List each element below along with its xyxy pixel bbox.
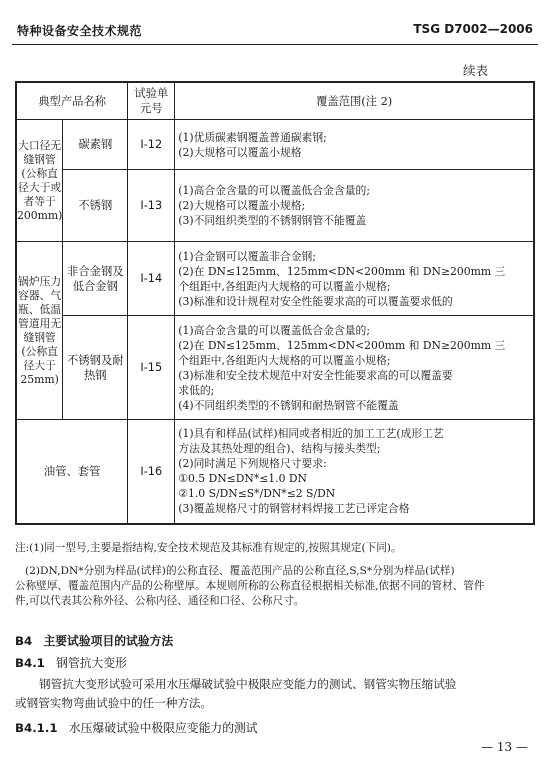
section-title: 主要试验项目的试验方法 xyxy=(43,634,174,648)
section-b41-body xyxy=(15,675,537,713)
coverage-line: (2)在 DN≤125mm、125mm<DN<200mm 和 DN≥200mm 三 xyxy=(178,338,506,352)
unit-cell: Ⅰ-13 xyxy=(128,170,175,242)
coverage-line: (3)标准和安全技术规范中对安全性能要求高的可以覆盖要 xyxy=(178,368,453,382)
coverage-cell xyxy=(175,242,534,316)
coverage-line: (1)高合金含量的可以覆盖低合金含量的; xyxy=(178,323,370,337)
header-product: 典型产品名称 xyxy=(16,82,128,120)
section-number: B4.1.1 xyxy=(15,721,58,735)
coverage-line: 个组距中,各组距内大规格的可以覆盖小规格; xyxy=(178,279,391,293)
coverage-line: (1)优质碳素钢覆盖普通碳素钢; xyxy=(178,130,327,144)
group-label-boiler-pipe: 锅炉压力容器、气瓶、低温管道用无缝钢管(公称直径大于25mm) xyxy=(16,242,63,420)
coverage-cell xyxy=(175,170,534,242)
coverage-line: (1)高合金含量的可以覆盖低合金含量的; xyxy=(178,184,370,197)
table-row xyxy=(16,120,534,170)
section-b411-heading xyxy=(15,719,258,736)
coverage-cell xyxy=(175,420,534,524)
note-2-line: 公称壁厚、覆盖范围内产品的公称壁厚。本规则所称的公称直径根据相关标准,依据不同的管材、管件 xyxy=(15,580,485,592)
note-2-line: 件,可以代表其公称外径、公称内径、通径和口径、公称尺寸。 xyxy=(15,595,305,607)
coverage-line: (2)大规格可以覆盖小规格 xyxy=(178,145,302,159)
continued-label: 续表 xyxy=(463,63,489,78)
table-row xyxy=(16,420,534,524)
coverage-cell xyxy=(175,316,534,420)
product-cell: 非合金钢及低合金钢 xyxy=(63,242,128,316)
coverage-line: (1)具有和样品(试样)相同或者相近的加工工艺(成形工艺 xyxy=(178,427,444,441)
coverage-line: (3)覆盖规格尺寸的钢管材料焊接工艺已评定合格 xyxy=(178,502,410,516)
coverage-line: ②1.0 S/DN≤S*/DN*≤2 S/DN xyxy=(178,487,336,501)
body-line: 钢管抗大变形试验可采用水压爆破试验中极限应变能力的测试、钢管实物压缩试验 xyxy=(39,677,457,691)
group-label-large-pipe: 大口径无缝钢管(公称直径大于或者等于200mm) xyxy=(16,120,63,242)
header-rule xyxy=(12,44,538,45)
table-row xyxy=(16,242,534,316)
header-unit: 试验单元号 xyxy=(128,82,175,120)
coverage-table xyxy=(15,81,535,525)
table-header-row xyxy=(16,82,534,120)
section-title: 水压爆破试验中极限应变能力的测试 xyxy=(68,721,258,735)
header-coverage: 覆盖范围(注 2) xyxy=(175,82,534,120)
coverage-line: (3)不同组织类型的不锈钢钢管不能覆盖 xyxy=(178,214,367,227)
product-cell: 碳素钢 xyxy=(63,120,128,170)
coverage-cell xyxy=(175,120,534,170)
unit-cell: Ⅰ-14 xyxy=(128,242,175,316)
unit-cell: Ⅰ-16 xyxy=(128,420,175,524)
coverage-line: (2)同时满足下列规格尺寸要求: xyxy=(178,457,327,471)
note-2-line: (2)DN,DN*分别为样品(试样)的公称直径、覆盖范围产品的公称直径,S,S*分别为样品(试样) xyxy=(25,565,455,577)
section-title: 钢管抗大变形 xyxy=(56,656,127,670)
section-b4-heading xyxy=(15,632,173,649)
coverage-line: (2)在 DN≤125mm、125mm<DN<200mm 和 DN≥200mm 三 xyxy=(178,264,506,278)
body-line: 或钢管实物弯曲试验中的任一种方法。 xyxy=(15,696,213,710)
product-cell: 不锈钢及耐热钢 xyxy=(63,316,128,420)
coverage-line: (2)大规格可以覆盖小规格; xyxy=(178,199,306,212)
coverage-line: (4)不同组织类型的不锈钢和耐热钢管不能覆盖 xyxy=(178,398,399,412)
section-number: B4 xyxy=(15,634,33,648)
coverage-line: (3)标准和设计规程对安全性能要求高的可以覆盖要求低的 xyxy=(178,294,453,308)
table-row xyxy=(16,170,534,242)
running-header-title: 特种设备安全技术规范 xyxy=(17,24,143,38)
unit-cell: Ⅰ-12 xyxy=(128,120,175,170)
table-row xyxy=(16,316,534,420)
note-1: 注:(1)同一型号,主要是指结构,安全技术规范及其标准有规定的,按照其规定(下同)。 xyxy=(15,542,402,554)
note-2 xyxy=(15,564,535,609)
section-number: B4.1 xyxy=(15,656,45,670)
coverage-line: (1)合金钢可以覆盖非合金钢; xyxy=(178,249,316,263)
coverage-line: 方法及其热处理的组合)、结构与接头类型; xyxy=(178,442,381,456)
coverage-line: ①0.5 DN≤DN*≤1.0 DN xyxy=(178,472,307,486)
product-cell: 不锈钢 xyxy=(63,170,128,242)
product-cell: 油管、套管 xyxy=(16,420,128,524)
unit-cell: Ⅰ-15 xyxy=(128,316,175,420)
page-number: — 13 — xyxy=(481,740,528,754)
coverage-line: 个组距中,各组距内大规格的可以覆盖小规格; xyxy=(178,353,391,367)
running-header-code: TSG D7002—2006 xyxy=(413,22,533,36)
section-b41-heading xyxy=(15,654,127,671)
coverage-line: 求低的; xyxy=(178,383,215,397)
